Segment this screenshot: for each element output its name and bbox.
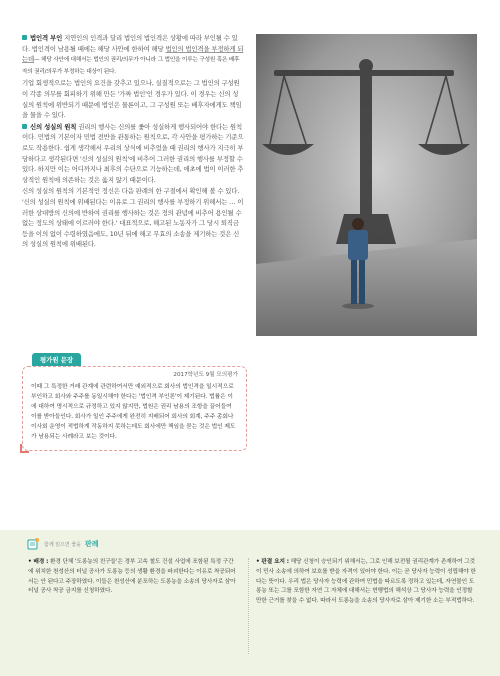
underlined-text: 법인의 법인격을 부정하게 되는데: [22, 44, 244, 64]
precedent-panel: [0, 530, 500, 676]
paragraph-text: 신의 성실의 원칙의 기본적인 정신은 다음 판례의 한 구절에서 확인해 볼 수 있다. '신의 성실의 원칙에 위배된다는 이유로 그 권리의 행사를 부정하기 위해서는 … 이러한 상대방의 신의에 반하여 권리를 행사하는 것은 정의 관념에 비추어 용인될 수 없는 정도의 상태에 이르러야 한다.' 대표적으로, 해고된 노동자가 그 당시 퇴직금 등을 이의 없이 수령하였음에도, 10년 뒤에 해고 무효의 소송을 제기하는 것은 신의 성실의 원칙에 위배된다.: [22, 187, 244, 249]
body-text-column: [22, 33, 244, 251]
section-beobingyeok-buin: [22, 33, 244, 77]
exam-passage: 이때 그 특정한 거래 관계에 관련하여서만 예외적으로 회사의 법인격을 일시적으로 부인하고 회사와 주주를 동일시해야 한다는 '법인격 부인론'이 제기된다. 법률은 이에 대하여 명시적으로 규정하고 있지 않지만, 법원은 권리 남용의 조항을 끌어들여 이를 받아들인다. 회사가 일인 주주에게 완전히 지배되어 회사의 회계, 주주 총회나 이사회 운영이 적법하게 작동하지 못하는데도 회사에만 책임을 묻는 것은 법인 제도가 남용되는 사례라고 보는 것이다.: [31, 384, 236, 440]
exam-box-frame: [22, 366, 247, 451]
scale-shadow-illustration: [256, 34, 477, 336]
justice-scale-photo: [256, 34, 477, 336]
precedent-main-title: 판례: [85, 540, 99, 548]
paragraph-text: 기업 회생적으로는 법인의 요건을 갖추고 있으나, 실질적으로는 그 법인의 구성원이 각종 의무를 회피하기 위해 만든 '가짜 법인'인 경우가 있다. 이 경우는 신의 성실의 원칙에 위반되기 때문에 법인은 물론이고, 그 구성원 또는 배후자에게도 책임을 물을 수 있다.: [22, 79, 242, 120]
ruling-text: 해당 신청이 승인되기 위해서는, 그로 인해 보전될 권리관계가 존재하여 그것이 민사 소송에 의하여 보호를 받을 자격이 있어야 한다. 이는 곧 당사자 능력이 성립해야 한다는 뜻이다. 우리 법은 당사자 능력에 관하여 민법을 따르도록 정하고 있는데, 자연물인 도롱뇽 또는 그를 포함한 자연 그 자체에 대해서는 현행법의 해석상 그 당사자 능력을 인정할 만한 근거를 찾을 수 없다. 따라서 도롱뇽을 소송의 당사자로 삼아 제기한 소는 부적법하다.: [256, 559, 476, 605]
paragraph-text: 지연인의 인격과 달리 법인의 법인격은 상황에 따라 부인될 수 있다. 법인격이 남용될 때에는 해당 사안에 한하여 해당: [22, 34, 238, 53]
section-sinui-seongsil: [22, 122, 244, 186]
background-text: 환경 단체 '도롱뇽의 친구들'은 경부 고속 철도 건설 사업에 포함된 특정 구간에 위치한 천성산의 터널 공사가 도롱뇽 등의 생활 환경을 파괴한다는 이유로 착공되어서는 안 된다고 주장하였다. 이들은 천성산에 분포하는 도롱뇽을 소송의 당사자로 삼아 터널 공사 착공 금지를 신청하였다.: [28, 559, 236, 595]
precedent-pre-title: 함께 읽으면 좋을: [44, 541, 81, 548]
term-label: 신의 성실의 원칙: [30, 122, 77, 131]
newspaper-character-icon: [26, 537, 40, 551]
exam-source: 2017학년도 9월 모의평가: [173, 372, 238, 378]
term-label: 법인격 부인: [30, 34, 63, 42]
background-label: • 배경 :: [28, 559, 49, 565]
precedent-ruling: [256, 558, 478, 607]
corner-mark-icon: [20, 444, 29, 453]
paragraph-text: 권리의 행사는 신의를 좇아 성실하게 행사되어야 한다는 원칙이다. 민법의 기본이자 민법 전반을 관통하는 원칙으로, 각 사안을 평가하는 기준으로도 작용한다. 쉽게 생각해서 우리의 상식에 비추었을 때 권리의 행사가 지극히 부당하다고 생각된다면 '신의 성실의 원칙'에 비추어 그러한 권리의 행사를 부정할 수 있다. 하지만 이는 어디까지나 최후의 수단으로 기능하는데, 애초에 법이 이러한 추상적인 원칙에 의존하는 것은 옳지 않기 때문이다.: [22, 122, 244, 184]
exam-tab-label: 평가원 문장: [32, 353, 81, 366]
precedent-background: [28, 558, 238, 597]
bullet-icon: [22, 124, 27, 129]
bullet-icon: [22, 35, 27, 40]
inline-note: — 해당 사안에 대해서는 법인의 권리/의무가 아니라 그 법인을 이루는 구성원 혹은 배후자의 권리/의무가 부정하는 대상이 된다.: [22, 57, 240, 75]
column-divider: [248, 558, 249, 654]
exam-sentence-box: [22, 347, 247, 451]
ruling-label: • 판결 요지 :: [256, 559, 289, 565]
precedent-title: [26, 537, 99, 551]
